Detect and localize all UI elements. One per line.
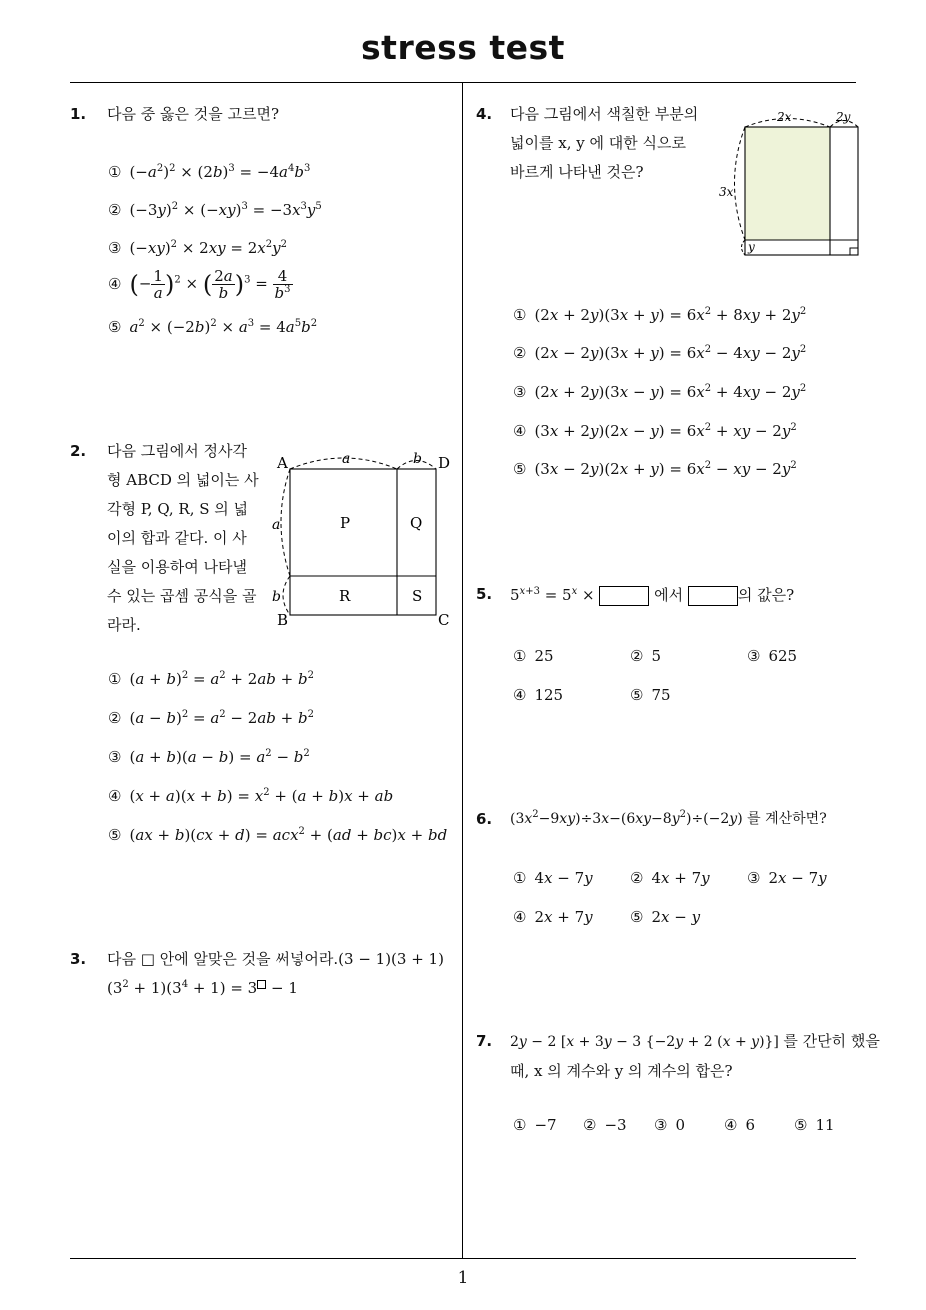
- question-text: 다음 중 옳은 것을 고르면?: [107, 105, 280, 123]
- label-Q: Q: [410, 514, 423, 532]
- question-number: 3.: [70, 950, 87, 968]
- answer-blank[interactable]: [599, 586, 649, 606]
- rectangle-diagram: [716, 104, 866, 264]
- label-2x: 2x: [777, 110, 792, 124]
- label-C: C: [438, 611, 450, 629]
- square-abcd-diagram: [268, 440, 458, 640]
- question-number: 2.: [70, 442, 87, 460]
- label-3x: 3x: [719, 185, 734, 199]
- option-1[interactable]: ① $(2x + 2y)(3x + y) = 6x^2 + 8xy + 2y^2$: [513, 306, 807, 324]
- option-4[interactable]: ④ 125: [513, 686, 564, 704]
- option-5[interactable]: ⑤ $a^2 \times (-2b)^2 \times a^3 = 4a^5b^2$: [108, 318, 318, 336]
- option-4[interactable]: ④ (− $\frac{1}{a}$ )$^2$ × ( $\frac{2a}{b}$ )$^3$ = $\frac{4}{b^3}$: [108, 267, 291, 302]
- option-3[interactable]: ③ $(2x + 2y)(3x - y) = 6x^2 + 4xy - 2y^2$: [513, 383, 807, 401]
- question-number: 1.: [70, 105, 87, 123]
- question-text: 다음 그림에서 색칠한 부분의 넓이를 x, y 에 대한 식으로 바르게 나타낸 것은?: [510, 105, 699, 181]
- shaded-region: [745, 127, 830, 240]
- option-5[interactable]: ⑤ $(3x - 2y)(2x + y) = 6x^2$ − xy − $2y^2$: [513, 460, 797, 478]
- brace-b-left: [283, 576, 290, 615]
- question-text: $5^{x+3} = 5^x$ × 에서 의 값은?: [510, 586, 795, 604]
- option-5[interactable]: ⑤ 2x − y: [630, 908, 701, 926]
- bottom-rule: [70, 1258, 856, 1259]
- question-text: 다음 □ 안에 알맞은 것을 써넣어라$.(3 - 1)(3 + 1)(3^2 + 1)(3^4 + 1) = 3 - 1$: [107, 950, 444, 997]
- option-1[interactable]: ① 4x − 7y: [513, 869, 593, 887]
- label-b-top: b: [413, 451, 422, 467]
- option-5[interactable]: ⑤ 11: [794, 1116, 835, 1134]
- question-number: 5.: [476, 585, 493, 603]
- option-4[interactable]: ④ $(x + a)(x + b) = x^2 + (a + b)x$ + ab: [108, 787, 394, 805]
- label-D: D: [438, 454, 451, 472]
- top-rule: [70, 82, 856, 83]
- question-number: 4.: [476, 105, 493, 123]
- option-1[interactable]: ① 25: [513, 647, 554, 665]
- option-4[interactable]: ④ 6: [724, 1116, 755, 1134]
- option-4[interactable]: ④ 2x + 7y: [513, 908, 593, 926]
- option-4[interactable]: ④ $(3x + 2y)(2x - y) = 6x^2$ + xy − $2y^2$: [513, 422, 797, 440]
- label-S: S: [412, 587, 423, 605]
- option-1[interactable]: ① $(-a^2)^2 \times (2b)^3 = -4a^4b^3$: [108, 163, 311, 181]
- brace-3x: [735, 127, 746, 240]
- answer-blank[interactable]: [688, 586, 738, 606]
- label-A: A: [277, 454, 288, 472]
- option-5[interactable]: ⑤ 75: [630, 686, 671, 704]
- option-5[interactable]: ⑤ (ax + b)(cx + d) = acx$^2$ + (ad + bc)x + bd: [108, 826, 448, 844]
- label-R: R: [339, 587, 351, 605]
- question-text: 2y − 2 [x + 3y − 3 {−2y + 2 (x + y)}] 를 간단히 했을 때, x 의 계수와 y 의 계수의 합은?: [510, 1032, 880, 1080]
- page-number: 1: [457, 1268, 469, 1288]
- column-divider: [462, 82, 463, 1259]
- option-1[interactable]: ① $(a + b)^2 = a^2 + 2ab + b^2$: [108, 670, 314, 688]
- page-title: stress test: [361, 28, 565, 67]
- label-b-left: b: [272, 589, 281, 605]
- option-1[interactable]: ① −7: [513, 1116, 557, 1134]
- option-2[interactable]: ② 4x + 7y: [630, 869, 710, 887]
- option-3[interactable]: ③ 625: [747, 647, 798, 665]
- label-2y: 2y: [836, 110, 851, 124]
- option-2[interactable]: ② 5: [630, 647, 661, 665]
- option-3[interactable]: ③ 0: [654, 1116, 685, 1134]
- option-3[interactable]: ③ 2x − 7y: [747, 869, 827, 887]
- label-B: B: [277, 611, 289, 629]
- corner-mark: [850, 248, 858, 255]
- question-text: 다음 그림에서 정사각 형 ABCD 의 넓이는 사 각형 P, Q, R, S 의 넓 이의 합과 같다. 이 사 실을 이용하여 나타낼 수 있는 곱셈 공식을 골 라라.: [107, 442, 259, 634]
- option-2[interactable]: ② $(2x - 2y)(3x + y) = 6x^2 - 4xy - 2y^2$: [513, 344, 807, 362]
- option-2[interactable]: ② −3: [583, 1116, 627, 1134]
- label-a-top: a: [342, 451, 351, 467]
- label-P: P: [340, 514, 351, 532]
- option-2[interactable]: ② $(-3y)^2 \times (-xy)^3 = -3x^3y^5$: [108, 201, 322, 219]
- question-number: 6.: [476, 810, 493, 828]
- option-3[interactable]: ③ $(a + b)(a - b) = a^2 - b^2$: [108, 748, 310, 766]
- brace-a-left: [281, 469, 290, 576]
- option-3[interactable]: ③ $(-xy)^2 \times 2xy = 2x^2y^2$: [108, 239, 287, 257]
- label-a-left: a: [272, 517, 281, 533]
- label-y: y: [748, 240, 755, 254]
- option-2[interactable]: ② $(a - b)^2 = a^2 - 2ab + b^2$: [108, 709, 314, 727]
- question-number: 7.: [476, 1032, 493, 1050]
- question-text: $(3x^2-9xy)\div 3x-(6xy-8y^2)\div(-2y)$ 를 계산하면?: [510, 809, 827, 827]
